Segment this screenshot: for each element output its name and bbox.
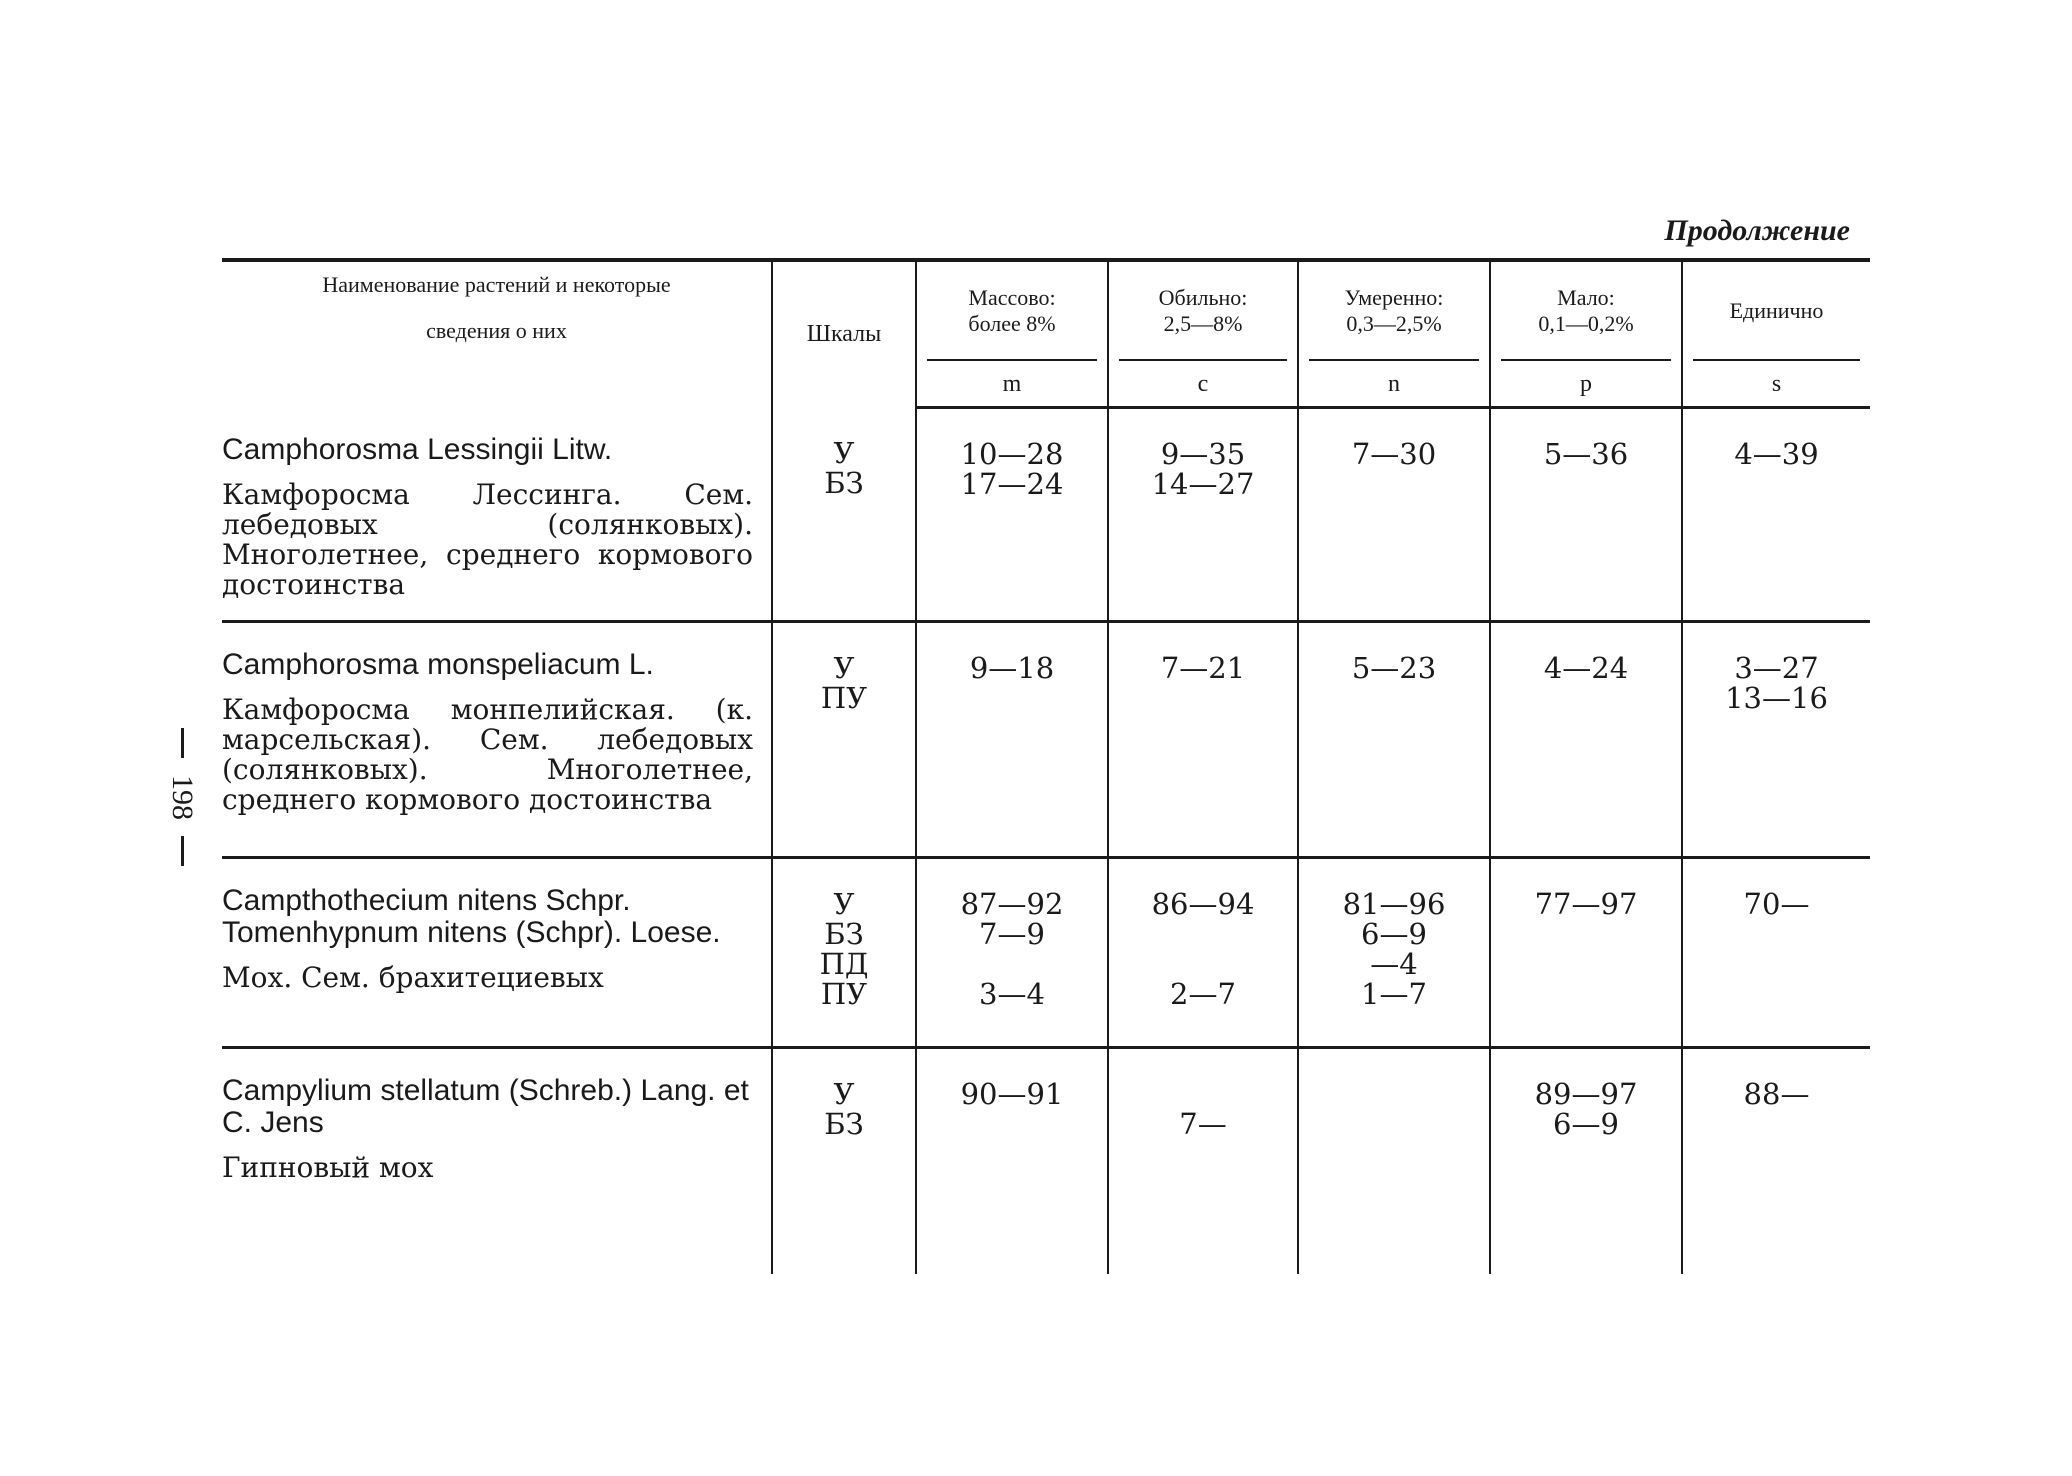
scale-value: БЗ — [824, 465, 864, 500]
range-value: 4—24 — [1543, 651, 1629, 685]
value-cell-p — [1490, 408, 1682, 622]
value-cell-p — [1490, 1048, 1682, 1274]
table-header — [222, 260, 1870, 408]
range-value: 7— — [1179, 1107, 1227, 1141]
range-value — [917, 949, 1107, 979]
header-symbol-p: p — [1490, 362, 1682, 408]
range-value: 1—7 — [1361, 977, 1427, 1011]
range-value — [1491, 499, 1681, 529]
scale-value — [773, 713, 915, 743]
header-symbol-n: n — [1298, 362, 1490, 408]
scale-value — [773, 1169, 915, 1199]
header-category-abundant — [1108, 260, 1298, 362]
range-value: 90—91 — [960, 1077, 1064, 1111]
range-value — [1683, 743, 1870, 773]
header-name-column — [222, 260, 772, 408]
header-symbol-c: c — [1108, 362, 1298, 408]
value-cell-m — [916, 622, 1108, 858]
plants-table — [222, 258, 1870, 1274]
range-value — [1683, 919, 1870, 949]
continuation-label: Продолжение — [1664, 214, 1850, 247]
header-category-mass-label: Массово: — [968, 285, 1056, 310]
table-body — [222, 408, 1870, 1274]
page-number — [160, 728, 204, 866]
range-value: 81—96 — [1342, 887, 1446, 921]
value-cell-n — [1298, 858, 1490, 1048]
range-value — [1683, 529, 1870, 559]
plant-latin-name: Campylium stellatum (Schreb.) Lang. et C. Jens — [222, 1074, 749, 1139]
range-value — [917, 1109, 1107, 1139]
scale-value: У — [833, 651, 855, 685]
range-value — [1491, 683, 1681, 713]
range-value: 9—18 — [969, 651, 1055, 685]
range-value: 88— — [1743, 1077, 1810, 1111]
value-cell-s — [1682, 858, 1870, 1048]
header-category-abundant-range: 2,5—8% — [1163, 311, 1243, 336]
value-cell-s — [1682, 1048, 1870, 1274]
range-value — [1109, 499, 1297, 529]
scales-cell — [772, 858, 916, 1048]
range-value: 13—16 — [1725, 681, 1828, 715]
table-row — [222, 1048, 1870, 1274]
range-value — [1299, 529, 1489, 559]
range-value — [1299, 1079, 1489, 1109]
range-value — [1109, 529, 1297, 559]
scales-cell — [772, 408, 916, 622]
header-symbol-s: s — [1682, 362, 1870, 408]
page-number-dash-bottom — [181, 836, 184, 866]
value-cell-n — [1298, 1048, 1490, 1274]
value-cell-c — [1108, 622, 1298, 858]
scale-value: У — [833, 1077, 855, 1111]
value-cell-p — [1490, 622, 1682, 858]
range-value — [917, 683, 1107, 713]
range-value — [1491, 949, 1681, 979]
range-value — [1299, 683, 1489, 713]
range-value — [1299, 743, 1489, 773]
value-cell-m — [916, 1048, 1108, 1274]
header-category-moderate — [1298, 260, 1490, 362]
header-category-few-range: 0,1—0,2% — [1538, 311, 1634, 336]
range-value — [1491, 469, 1681, 499]
range-value: 3—27 — [1734, 651, 1819, 685]
value-cell-n — [1298, 622, 1490, 858]
range-value: 5—36 — [1543, 437, 1629, 471]
plant-description: Гипновый мох — [222, 1151, 434, 1184]
range-value — [1491, 1139, 1681, 1169]
header-symbol-m: m — [916, 362, 1108, 408]
plant-latin-name: Camphorosma Lessingii Litw. — [222, 432, 613, 466]
range-value — [1683, 499, 1870, 529]
range-value — [1683, 1139, 1870, 1169]
scale-value — [773, 743, 915, 773]
value-cell-m — [916, 408, 1108, 622]
header-category-abundant-label: Обильно: — [1158, 285, 1248, 310]
scale-value — [773, 1139, 915, 1169]
range-value — [1299, 469, 1489, 499]
range-value: 17—24 — [960, 467, 1064, 501]
range-value — [917, 1139, 1107, 1169]
range-value: 9—35 — [1160, 437, 1246, 471]
range-value — [1109, 919, 1297, 949]
range-value — [1683, 1169, 1870, 1199]
plant-name-cell — [222, 408, 772, 622]
scales-cell — [772, 1048, 916, 1274]
range-value: 14—27 — [1151, 467, 1255, 501]
header-name-line1: Наименование растений и некоторые — [322, 272, 671, 297]
range-value — [1491, 743, 1681, 773]
header-scales-column: Шкалы — [772, 260, 916, 408]
range-value — [1299, 1109, 1489, 1139]
range-value: —4 — [1370, 947, 1418, 981]
range-value — [1491, 529, 1681, 559]
value-cell-m — [916, 858, 1108, 1048]
range-value: 86—94 — [1151, 887, 1255, 921]
range-value — [917, 529, 1107, 559]
range-value: 2—7 — [1170, 977, 1236, 1011]
range-value: 7—21 — [1160, 651, 1246, 685]
range-value — [917, 1169, 1107, 1199]
scale-value: БЗ — [824, 917, 864, 951]
table-row — [222, 622, 1870, 858]
header-category-few-label: Мало: — [1557, 285, 1615, 310]
value-cell-c — [1108, 858, 1298, 1048]
header-category-mass — [916, 260, 1108, 362]
range-value — [1683, 713, 1870, 743]
range-value — [1109, 743, 1297, 773]
value-cell-n — [1298, 408, 1490, 622]
range-value — [1491, 919, 1681, 949]
range-value: 70— — [1743, 887, 1810, 921]
header-category-moderate-range: 0,3—2,5% — [1346, 311, 1442, 336]
range-value: 89—97 — [1534, 1077, 1638, 1111]
range-value — [1109, 949, 1297, 979]
header-category-moderate-label: Умеренно: — [1344, 285, 1444, 310]
range-value — [1683, 949, 1870, 979]
plant-name-cell — [222, 1048, 772, 1274]
range-value: 4—39 — [1734, 437, 1819, 471]
plant-name-cell — [222, 622, 772, 858]
page-number-value: 198 — [166, 775, 199, 820]
range-value: 5—23 — [1351, 651, 1437, 685]
page-number-dash-top — [181, 728, 184, 758]
plant-latin-name: Campthothecium nitens Schpr. Tomenhypnum nitens (Schpr). Loese. — [222, 884, 721, 949]
range-value: 87—92 — [960, 887, 1064, 921]
range-value — [917, 743, 1107, 773]
range-value — [917, 713, 1107, 743]
table-row — [222, 858, 1870, 1048]
range-value — [1683, 469, 1870, 499]
table-row — [222, 408, 1870, 622]
range-value — [1299, 1169, 1489, 1199]
header-category-single — [1682, 260, 1870, 362]
scale-value — [773, 498, 915, 528]
range-value — [1109, 1139, 1297, 1169]
value-cell-s — [1682, 622, 1870, 858]
header-name-line2: сведения о них — [426, 318, 567, 343]
range-value — [1109, 683, 1297, 713]
scale-value: ПД — [819, 947, 869, 981]
range-value — [917, 499, 1107, 529]
range-value — [1491, 979, 1681, 1009]
scale-value: БЗ — [824, 1107, 864, 1141]
plant-description: Камфоросма монпелийская. (к. марсельская). Сем. лебедовых (солянковых). Многолетнее, среднего кормового достоинства — [222, 693, 753, 816]
range-value — [1491, 713, 1681, 743]
scale-value: У — [833, 435, 855, 470]
scale-value: ПУ — [820, 977, 868, 1011]
value-cell-c — [1108, 408, 1298, 622]
range-value — [1491, 1169, 1681, 1199]
range-value — [1683, 979, 1870, 1009]
value-cell-c — [1108, 1048, 1298, 1274]
header-category-single-label: Единично — [1729, 298, 1824, 323]
range-value — [1109, 1169, 1297, 1199]
range-value: 6—9 — [1361, 917, 1427, 951]
range-value — [1683, 1109, 1870, 1139]
value-cell-s — [1682, 408, 1870, 622]
plant-description: Камфоросма Лессинга. Сем. лебедовых (солянковых). Многолетнее, среднего кормового достоинства — [222, 477, 753, 601]
scale-value: У — [833, 887, 855, 921]
range-value — [1299, 713, 1489, 743]
range-value: 7—30 — [1351, 437, 1437, 471]
range-value — [1109, 1079, 1297, 1109]
scale-value: ПУ — [820, 681, 868, 715]
range-value: 10—28 — [960, 437, 1064, 471]
header-category-mass-range: более 8% — [968, 311, 1056, 336]
range-value: 77—97 — [1534, 887, 1638, 921]
range-value: 6—9 — [1553, 1107, 1619, 1141]
plant-description: Мох. Сем. брахитециевых — [222, 961, 604, 994]
plant-latin-name: Camphorosma monspeliacum L. — [222, 648, 654, 681]
plant-name-cell — [222, 858, 772, 1048]
header-category-few — [1490, 260, 1682, 362]
range-value — [1299, 1139, 1489, 1169]
scales-cell — [772, 622, 916, 858]
range-value: 7—9 — [979, 917, 1045, 951]
range-value — [1299, 499, 1489, 529]
scale-value — [773, 528, 915, 558]
range-value: 3—4 — [979, 977, 1045, 1011]
range-value — [1109, 713, 1297, 743]
value-cell-p — [1490, 858, 1682, 1048]
